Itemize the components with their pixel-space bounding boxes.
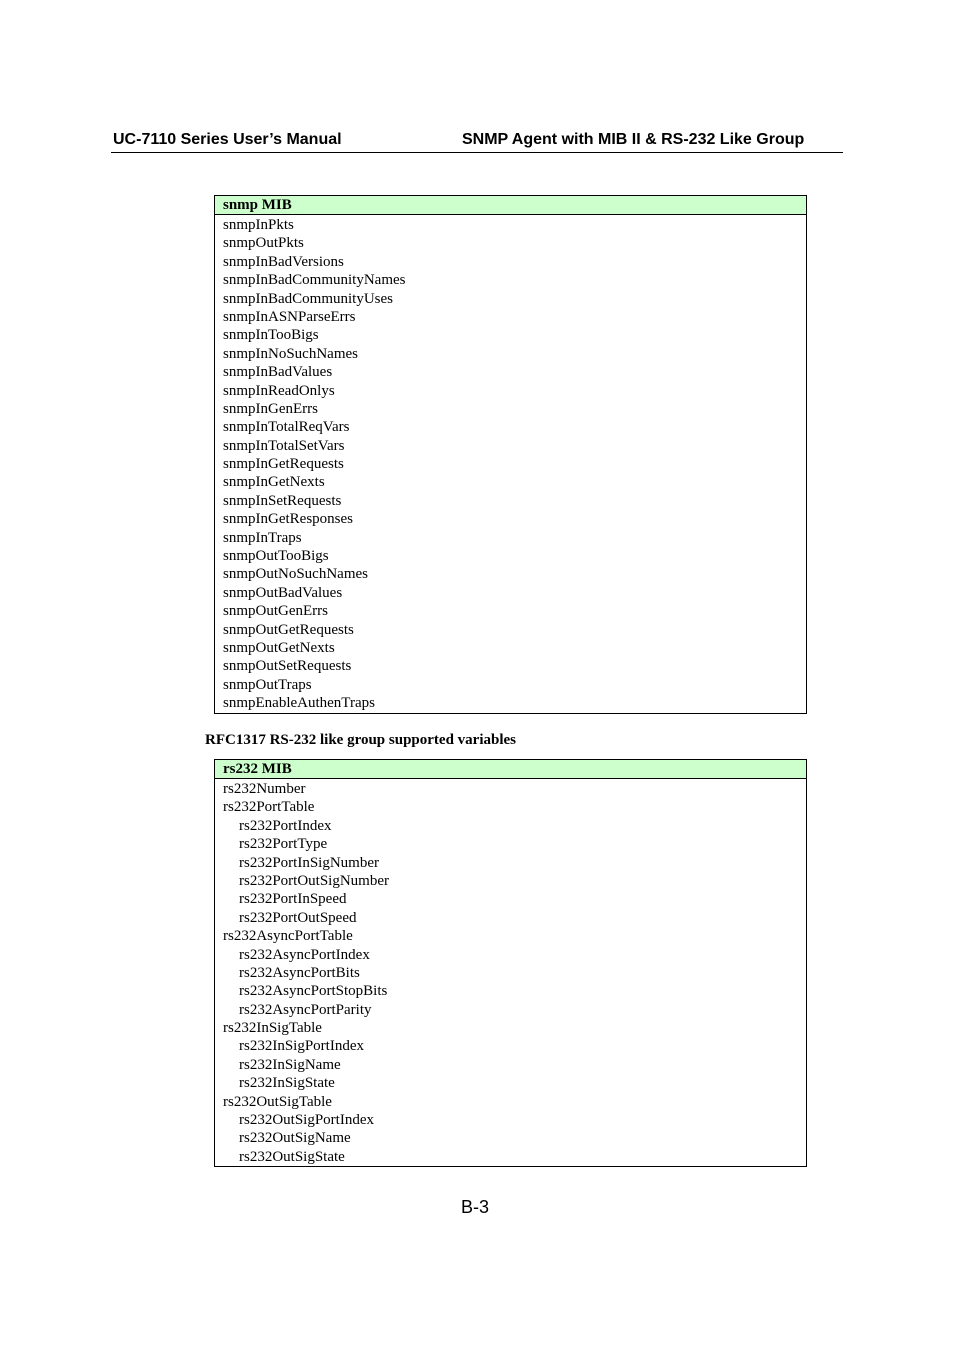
header-manual-title: UC-7110 Series User’s Manual [113,131,342,148]
table-row: rs232InSigName [239,1056,341,1073]
table-row: rs232OutSigPortIndex [239,1112,374,1129]
table-row: rs232AsyncPortTable [223,928,353,945]
snmp-mib-table [214,195,807,714]
table-row: snmpOutBadValues [223,584,343,601]
table-row: snmpInGenErrs [223,400,318,417]
header-section-title: SNMP Agent with MIB II & RS-232 Like Group [462,131,805,148]
table-rows [215,215,806,713]
table-title: snmp MIB [215,196,806,215]
page-number: B-3 [461,1197,490,1217]
table-row: snmpOutSetRequests [223,658,352,675]
table-title: rs232 MIB [215,760,806,779]
table-row: rs232PortInSpeed [239,891,347,908]
table-row: snmpOutPkts [223,235,304,252]
table-row: rs232PortIndex [239,817,332,834]
table-row: snmpInBadValues [223,364,333,381]
table-row: snmpInTotalReqVars [223,419,350,436]
table-row: rs232PortTable [223,799,315,816]
table-row: snmpInSetRequests [223,492,342,509]
rs232-mib-table [214,759,807,1167]
table-row: snmpInTotalSetVars [223,437,345,454]
table-row: rs232PortOutSpeed [239,909,357,926]
header-divider [111,152,843,153]
section-caption: RFC1317 RS-232 like group supported variables [205,732,517,748]
table-row: snmpInPkts [223,217,294,233]
table-row: rs232InSigTable [223,1020,322,1037]
table-row: snmpOutGenErrs [223,603,328,620]
table-row: rs232PortOutSigNumber [239,872,389,889]
table-row: snmpInBadVersions [223,253,344,270]
table-row: rs232OutSigTable [223,1093,332,1110]
table-row: rs232PortType [239,836,328,853]
table-row: rs232AsyncPortStopBits [239,983,388,1000]
table-row: snmpInGetRequests [223,456,344,473]
table-row: snmpInGetResponses [223,511,353,528]
table-row: rs232Number [223,781,306,797]
table-row: rs232AsyncPortBits [239,964,360,981]
table-row: snmpOutTraps [223,676,312,693]
table-row: rs232OutSigState [239,1148,345,1165]
table-row: snmpOutGetRequests [223,621,354,638]
table-row: snmpInGetNexts [223,474,325,491]
table-row: snmpOutNoSuchNames [223,566,368,583]
table-row: snmpOutGetNexts [223,639,335,656]
table-row: rs232PortInSigNumber [239,854,379,871]
table-row: snmpInReadOnlys [223,382,335,399]
table-row: rs232InSigPortIndex [239,1038,364,1055]
table-row: snmpInBadCommunityNames [223,272,406,289]
table-row: snmpInTraps [223,529,302,546]
table-row: snmpInNoSuchNames [223,345,358,362]
table-row: rs232OutSigName [239,1130,351,1147]
table-row: snmpInBadCommunityUses [223,290,394,307]
table-row: snmpEnableAuthenTraps [223,695,375,712]
table-row: snmpOutTooBigs [223,548,329,565]
table-row: rs232AsyncPortParity [239,1001,372,1018]
table-rows [215,779,806,1166]
table-row: rs232AsyncPortIndex [239,946,370,963]
table-row: snmpInTooBigs [223,327,319,344]
table-row: rs232InSigState [239,1075,335,1092]
table-row: snmpInASNParseErrs [223,308,356,325]
